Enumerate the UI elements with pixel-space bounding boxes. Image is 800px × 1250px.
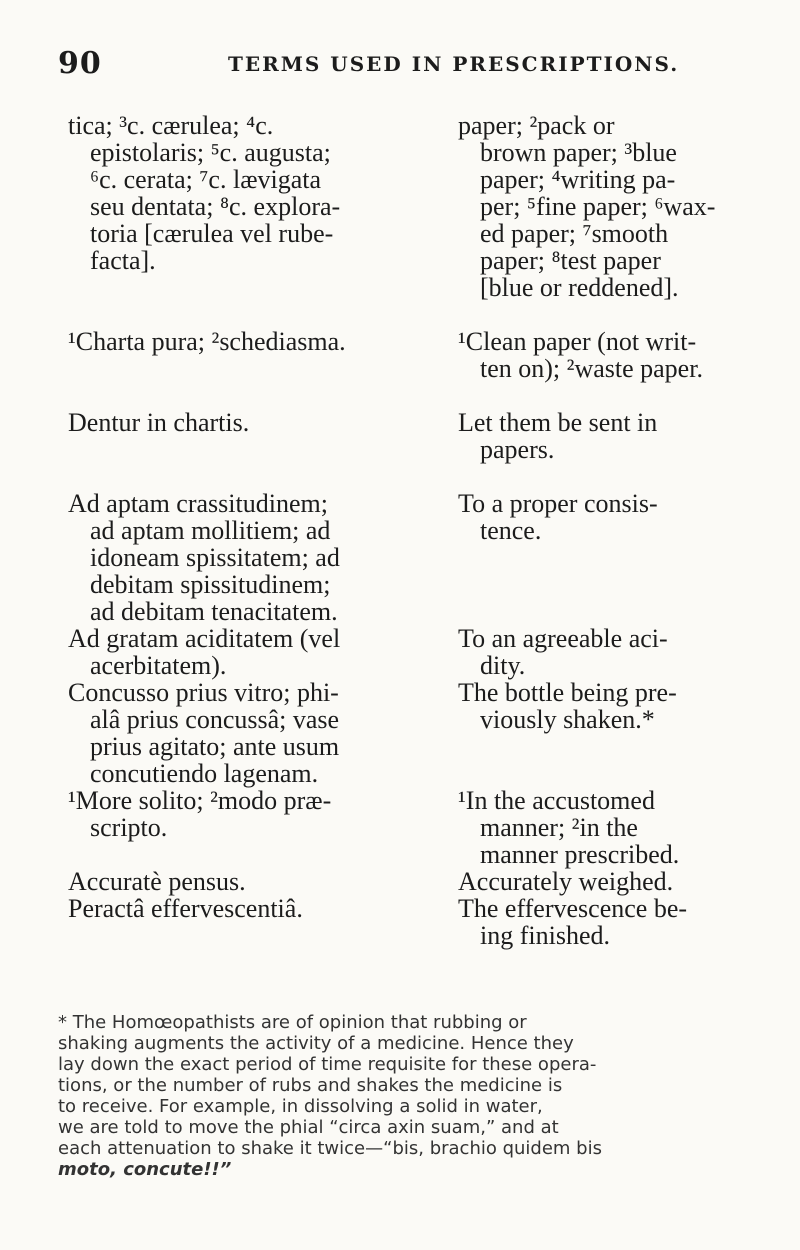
running-title: TERMS USED IN PRESCRIPTIONS. [228, 52, 680, 76]
english-line: dity. [480, 651, 526, 680]
latin-line: ad aptam mollitiem; ad [90, 516, 331, 545]
term-entry [68, 328, 758, 382]
latin-term [68, 679, 418, 787]
latin-term [68, 895, 418, 949]
latin-line: Accuratè pensus. [68, 867, 246, 896]
latin-line: facta]. [90, 246, 156, 275]
latin-line: epistolaris; ⁵c. augusta; [90, 138, 331, 167]
english-line: The bottle being pre- [458, 678, 677, 707]
english-line: ten on); ²waste paper. [480, 354, 703, 383]
latin-line: ¹Charta pura; ²schediasma. [68, 327, 346, 356]
english-translation [458, 490, 758, 625]
latin-line: ¹More solito; ²modo præ- [68, 786, 332, 815]
latin-line: debitam spissitudinem; [90, 570, 331, 599]
english-line: ing finished. [480, 921, 610, 950]
english-line: manner; ²in the [480, 813, 638, 842]
entry-spacer [68, 463, 758, 490]
term-table [68, 112, 758, 949]
english-translation [458, 895, 758, 949]
latin-term [68, 868, 418, 895]
latin-term [68, 409, 418, 463]
english-line: paper; ⁴writing pa- [480, 165, 676, 194]
english-line: To an agreeable aci- [458, 624, 668, 653]
latin-term [68, 112, 418, 301]
term-entry [68, 625, 758, 679]
english-line: paper; ⁸test paper [480, 246, 661, 275]
english-translation [458, 787, 758, 868]
term-entry [68, 895, 758, 949]
english-translation [458, 679, 758, 787]
english-line: papers. [480, 435, 555, 464]
term-entry [68, 787, 758, 868]
english-line: paper; ²pack or [458, 111, 615, 140]
latin-term [68, 490, 418, 625]
english-translation [458, 625, 758, 679]
latin-line: ⁶c. cerata; ⁷c. lævigata [90, 165, 322, 194]
footnote-line: each attenuation to shake it twice—“bis, brachio quidem bis [58, 1138, 602, 1159]
latin-line: concutiendo lagenam. [90, 759, 319, 788]
term-entry [68, 112, 758, 301]
footnote-line: to receive. For example, in dissolving a solid in water, [58, 1096, 543, 1117]
footnote-line: lay down the exact period of time requisite for these opera- [58, 1054, 597, 1075]
latin-line: ad debitam tenacitatem. [90, 597, 338, 626]
english-translation [458, 409, 758, 463]
footnote-line: moto, concute!!” [58, 1159, 232, 1180]
english-translation [458, 868, 758, 895]
latin-line: Ad aptam crassitudinem; [68, 489, 328, 518]
latin-line: tica; ³c. cærulea; ⁴c. [68, 111, 274, 140]
english-translation [458, 112, 758, 301]
english-line: The effervescence be- [458, 894, 688, 923]
latin-term [68, 787, 418, 868]
latin-line: toria [cærulea vel rube- [90, 219, 334, 248]
latin-term [68, 328, 418, 382]
latin-line: seu dentata; ⁸c. explora- [90, 192, 341, 221]
english-line: brown paper; ³blue [480, 138, 677, 167]
entry-spacer [68, 301, 758, 328]
english-line: ¹Clean paper (not writ- [458, 327, 697, 356]
latin-line: alâ prius concussâ; vase [90, 705, 340, 734]
page-header [58, 46, 748, 86]
english-line: viously shaken.* [480, 705, 655, 734]
english-line: tence. [480, 516, 542, 545]
english-line: [blue or reddened]. [480, 273, 679, 302]
term-entry [68, 679, 758, 787]
english-line: ed paper; ⁷smooth [480, 219, 669, 248]
footnote-line: we are told to move the phial “circa axin suam,” and at [58, 1117, 559, 1138]
english-line: manner prescribed. [480, 840, 680, 869]
english-line: per; ⁵fine paper; ⁶wax- [480, 192, 716, 221]
latin-line: prius agitato; ante usum [90, 732, 340, 761]
latin-line: Peractâ effervescentiâ. [68, 894, 303, 923]
footnote [58, 1012, 748, 1180]
footnote-line: shaking augments the activity of a medicine. Hence they [58, 1033, 574, 1054]
english-line: To a proper consis- [458, 489, 658, 518]
latin-line: Ad gratam aciditatem (vel [68, 624, 341, 653]
page-number: 90 [58, 46, 102, 81]
latin-line: idoneam spissitatem; ad [90, 543, 340, 572]
term-entry [68, 409, 758, 463]
english-line: Let them be sent in [458, 408, 658, 437]
english-translation [458, 328, 758, 382]
latin-term [68, 625, 418, 679]
latin-line: scripto. [90, 813, 168, 842]
term-entry [68, 868, 758, 895]
english-line: ¹In the accustomed [458, 786, 655, 815]
english-line: Accurately weighed. [458, 867, 674, 896]
footnote-line: tions, or the number of rubs and shakes the medicine is [58, 1075, 563, 1096]
footnote-line: * The Homœopathists are of opinion that rubbing or [58, 1012, 527, 1033]
entry-spacer [68, 382, 758, 409]
latin-line: Concusso prius vitro; phi- [68, 678, 339, 707]
latin-line: Dentur in chartis. [68, 408, 250, 437]
term-entry [68, 490, 758, 625]
latin-line: acerbitatem). [90, 651, 227, 680]
